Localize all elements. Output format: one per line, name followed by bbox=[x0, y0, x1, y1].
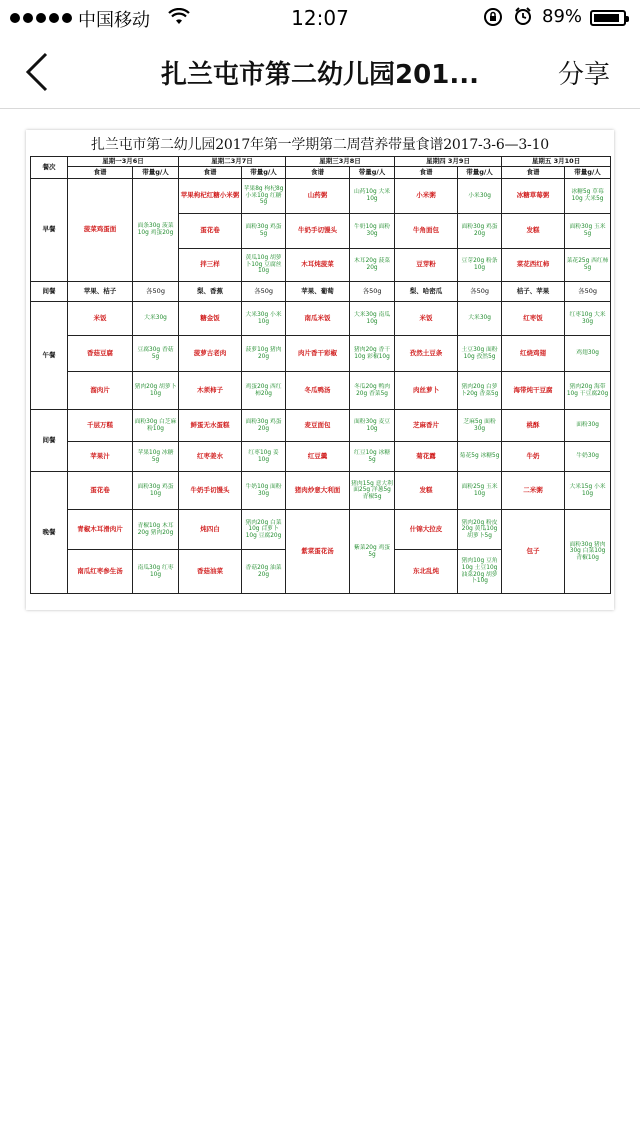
amount-cell: 红豆10g 冰糖5g bbox=[350, 442, 395, 472]
day-header: 星期四 3月9日 bbox=[395, 157, 502, 167]
dish-cell: 苹果、桔子 bbox=[68, 282, 133, 302]
amount-cell: 苹果8g 枸杞8g 小米10g 红糖5g bbox=[242, 179, 286, 214]
dish-cell: 红枣姜水 bbox=[179, 442, 242, 472]
menu-table bbox=[30, 156, 611, 594]
amount-cell: 香菇20g 油菜20g bbox=[242, 550, 286, 594]
amount-cell: 大米30g 小米10g bbox=[242, 302, 286, 336]
dish-cell: 木须柿子 bbox=[179, 372, 242, 410]
dish-cell: 桔子、苹果 bbox=[502, 282, 565, 302]
amount-cell: 猪肉20g 粉皮20g 黄瓜10g 胡萝卜5g bbox=[458, 510, 502, 550]
dish-cell: 香菇豆腐 bbox=[68, 336, 133, 372]
dish-cell: 冰糖草莓粥 bbox=[502, 179, 565, 214]
dish-cell: 豆芽粉 bbox=[395, 249, 458, 282]
amount-cell: 紫菜20g 鸡蛋5g bbox=[350, 510, 395, 594]
dish-cell: 蛋花卷 bbox=[179, 214, 242, 249]
amount-cell: 面粉30g 鸡蛋10g bbox=[133, 472, 179, 510]
meal-label: 间餐 bbox=[31, 282, 68, 302]
dish-cell: 米饭 bbox=[395, 302, 458, 336]
dish-cell: 二米粥 bbox=[502, 472, 565, 510]
amount-header: 带量g/人 bbox=[350, 167, 395, 179]
meal-header: 餐次 bbox=[31, 157, 68, 179]
dish-cell: 苹果枸杞红糖小米粥 bbox=[179, 179, 242, 214]
dish-cell: 炖四白 bbox=[179, 510, 242, 550]
status-bar bbox=[0, 0, 640, 36]
amount-cell: 面粉30g 鸡蛋20g bbox=[242, 410, 286, 442]
amount-cell: 鸡蛋20g 西红柿20g bbox=[242, 372, 286, 410]
amount-cell: 鸡翅30g bbox=[565, 336, 611, 372]
amount-cell: 菊花5g 冰糖5g bbox=[458, 442, 502, 472]
battery-icon bbox=[590, 10, 626, 26]
dish-cell: 米饭 bbox=[68, 302, 133, 336]
amount-cell: 大米30g bbox=[133, 302, 179, 336]
recipe-header: 食谱 bbox=[395, 167, 458, 179]
amount-cell: 山药10g 大米10g bbox=[350, 179, 395, 214]
day-header: 星期一3月6日 bbox=[68, 157, 179, 167]
dish-cell: 什锦大拉皮 bbox=[395, 510, 458, 550]
dish-cell: 包子 bbox=[502, 510, 565, 594]
amount-header: 带量g/人 bbox=[133, 167, 179, 179]
dish-cell: 牛角面包 bbox=[395, 214, 458, 249]
document-title: 扎兰屯市第二幼儿园2017年第一学期第二周营养带量食谱2017-3-6—3-10 bbox=[91, 137, 549, 153]
dish-cell: 东北乱炖 bbox=[395, 550, 458, 594]
amount-cell: 猪肉15g 意大利面25g 洋葱5g 青椒5g bbox=[350, 472, 395, 510]
amount-cell: 冬瓜20g 鸭肉20g 香菜5g bbox=[350, 372, 395, 410]
amount-header: 带量g/人 bbox=[565, 167, 611, 179]
dish-cell: 糖金饭 bbox=[179, 302, 242, 336]
dish-cell: 红烧鸡翅 bbox=[502, 336, 565, 372]
carrier-label: 中国移动 bbox=[78, 10, 150, 31]
amount-cell: 豆腐30g 香菇5g bbox=[133, 336, 179, 372]
rotation-lock-icon bbox=[483, 7, 503, 32]
dish-cell: 千层万糕 bbox=[68, 410, 133, 442]
page-title: 扎兰屯市第二幼儿园201... bbox=[161, 60, 479, 90]
amount-cell: 芝麻5g 面粉30g bbox=[458, 410, 502, 442]
dish-cell: 红枣饭 bbox=[502, 302, 565, 336]
dish-cell: 发糕 bbox=[502, 214, 565, 249]
dish-cell: 芝麻香片 bbox=[395, 410, 458, 442]
amount-cell: 牛奶10g 面粉30g bbox=[350, 214, 395, 249]
dish-cell: 孜然土豆条 bbox=[395, 336, 458, 372]
amount-cell: 猪肉20g 香干10g 彩椒10g bbox=[350, 336, 395, 372]
dish-cell: 菠萝古老肉 bbox=[179, 336, 242, 372]
amount-cell: 小米30g bbox=[458, 179, 502, 214]
chevron-left-icon bbox=[20, 50, 60, 94]
amount-cell: 各50g bbox=[350, 282, 395, 302]
day-header: 星期五 3月10日 bbox=[502, 157, 611, 167]
meal-label: 晚餐 bbox=[31, 472, 68, 594]
amount-cell: 苹果10g 冰糖5g bbox=[133, 442, 179, 472]
dish-cell: 海带炖干豆腐 bbox=[502, 372, 565, 410]
amount-cell: 各50g bbox=[133, 282, 179, 302]
dish-cell: 苹果汁 bbox=[68, 442, 133, 472]
dish-cell: 桃酥 bbox=[502, 410, 565, 442]
amount-cell: 各50g bbox=[565, 282, 611, 302]
amount-cell: 各50g bbox=[458, 282, 502, 302]
amount-cell: 豆芽20g 粉条10g bbox=[458, 249, 502, 282]
dish-cell: 鲜蛋无水蛋糕 bbox=[179, 410, 242, 442]
amount-cell: 面粉30g 麦豆10g bbox=[350, 410, 395, 442]
amount-cell: 菠萝10g 猪肉20g bbox=[242, 336, 286, 372]
dish-cell: 菜花西红柿 bbox=[502, 249, 565, 282]
dish-cell: 猪肉炒意大利面 bbox=[286, 472, 350, 510]
amount-cell: 面粉30g 鸡蛋5g bbox=[242, 214, 286, 249]
recipe-header: 食谱 bbox=[68, 167, 133, 179]
amount-cell: 大米15g 小米10g bbox=[565, 472, 611, 510]
dish-cell: 南瓜红枣参生汤 bbox=[68, 550, 133, 594]
menu-document bbox=[26, 130, 614, 610]
amount-cell: 牛奶10g 面粉30g bbox=[242, 472, 286, 510]
dish-cell: 南瓜米饭 bbox=[286, 302, 350, 336]
amount-cell: 红枣10g 姜10g bbox=[242, 442, 286, 472]
amount-cell: 土豆30g 面粉10g 孜然5g bbox=[458, 336, 502, 372]
meal-label: 午餐 bbox=[31, 302, 68, 410]
dish-cell: 蛋花卷 bbox=[68, 472, 133, 510]
amount-cell: 猪肉20g 白萝卜20g 香菜5g bbox=[458, 372, 502, 410]
dish-cell: 牛奶手切馒头 bbox=[286, 214, 350, 249]
back-button[interactable] bbox=[20, 50, 60, 94]
dish-cell: 牛奶手切馒头 bbox=[179, 472, 242, 510]
amount-cell: 面粉30g bbox=[565, 410, 611, 442]
dish-cell: 紫菜蛋花汤 bbox=[286, 510, 350, 594]
dish-cell: 溜肉片 bbox=[68, 372, 133, 410]
amount-cell: 面粉30g 鸡蛋20g bbox=[458, 214, 502, 249]
dish-cell: 菊花露 bbox=[395, 442, 458, 472]
recipe-header: 食谱 bbox=[179, 167, 242, 179]
amount-cell: 各50g bbox=[242, 282, 286, 302]
amount-cell: 牛奶30g bbox=[565, 442, 611, 472]
amount-cell: 猪肉10g 豆角10g 土豆10g 油菜20g 胡萝卜10g bbox=[458, 550, 502, 594]
amount-cell: 面粉30g 猪肉30g 白菜10g 青椒10g bbox=[565, 510, 611, 594]
alarm-icon bbox=[513, 6, 533, 31]
amount-cell: 猪肉20g 胡萝卜10g bbox=[133, 372, 179, 410]
share-button[interactable]: 分享 bbox=[557, 60, 610, 90]
dish-cell: 牛奶 bbox=[502, 442, 565, 472]
dish-cell: 拌三样 bbox=[179, 249, 242, 282]
recipe-header: 食谱 bbox=[286, 167, 350, 179]
day-header: 星期二3月7日 bbox=[179, 157, 286, 167]
amount-header: 带量g/人 bbox=[458, 167, 502, 179]
dish-cell: 香菇油菜 bbox=[179, 550, 242, 594]
battery-percent: 89% bbox=[542, 6, 583, 27]
amount-cell: 面条30g 菠菜10g 鸡蛋20g bbox=[133, 179, 179, 282]
clock: 12:07 bbox=[291, 6, 349, 30]
amount-cell: 大米30g 南瓜10g bbox=[350, 302, 395, 336]
amount-cell: 红枣10g 大米30g bbox=[565, 302, 611, 336]
dish-cell: 木耳炖菠菜 bbox=[286, 249, 350, 282]
amount-cell: 青椒10g 木耳20g 猪肉20g bbox=[133, 510, 179, 550]
amount-cell: 菜花25g 西红柿5g bbox=[565, 249, 611, 282]
amount-header: 带量g/人 bbox=[242, 167, 286, 179]
meal-label: 早餐 bbox=[31, 179, 68, 282]
dish-cell: 小米粥 bbox=[395, 179, 458, 214]
amount-cell: 猪肉20g 海带10g 干豆腐20g bbox=[565, 372, 611, 410]
dish-cell: 肉片香干彩椒 bbox=[286, 336, 350, 372]
navigation-bar bbox=[0, 36, 640, 109]
dish-cell: 梨、哈密瓜 bbox=[395, 282, 458, 302]
dish-cell: 发糕 bbox=[395, 472, 458, 510]
dish-cell: 冬瓜鸭汤 bbox=[286, 372, 350, 410]
amount-cell: 面粉25g 玉米10g bbox=[458, 472, 502, 510]
amount-cell: 冰糖5g 草莓10g 大米5g bbox=[565, 179, 611, 214]
amount-cell: 面粉30g 玉米5g bbox=[565, 214, 611, 249]
dish-cell: 苹果、葡萄 bbox=[286, 282, 350, 302]
amount-cell: 面粉30g 白芝麻粉10g bbox=[133, 410, 179, 442]
amount-cell: 黄瓜10g 胡萝卜10g 豆腐丝10g bbox=[242, 249, 286, 282]
amount-cell: 大米30g bbox=[458, 302, 502, 336]
dish-cell: 青椒木耳滑肉片 bbox=[68, 510, 133, 550]
dish-cell: 山药粥 bbox=[286, 179, 350, 214]
dish-cell: 菠菜鸡蛋面 bbox=[68, 179, 133, 282]
dish-cell: 肉丝萝卜 bbox=[395, 372, 458, 410]
dish-cell: 红豆羹 bbox=[286, 442, 350, 472]
amount-cell: 猪肉20g 白菜10g 白萝卜10g 豆腐20g bbox=[242, 510, 286, 550]
dish-cell: 梨、香蕉 bbox=[179, 282, 242, 302]
dish-cell: 麦豆面包 bbox=[286, 410, 350, 442]
amount-cell: 南瓜30g 红枣10g bbox=[133, 550, 179, 594]
amount-cell: 木耳20g 菠菜20g bbox=[350, 249, 395, 282]
day-header: 星期三3月8日 bbox=[286, 157, 395, 167]
recipe-header: 食谱 bbox=[502, 167, 565, 179]
meal-label: 间餐 bbox=[31, 410, 68, 472]
